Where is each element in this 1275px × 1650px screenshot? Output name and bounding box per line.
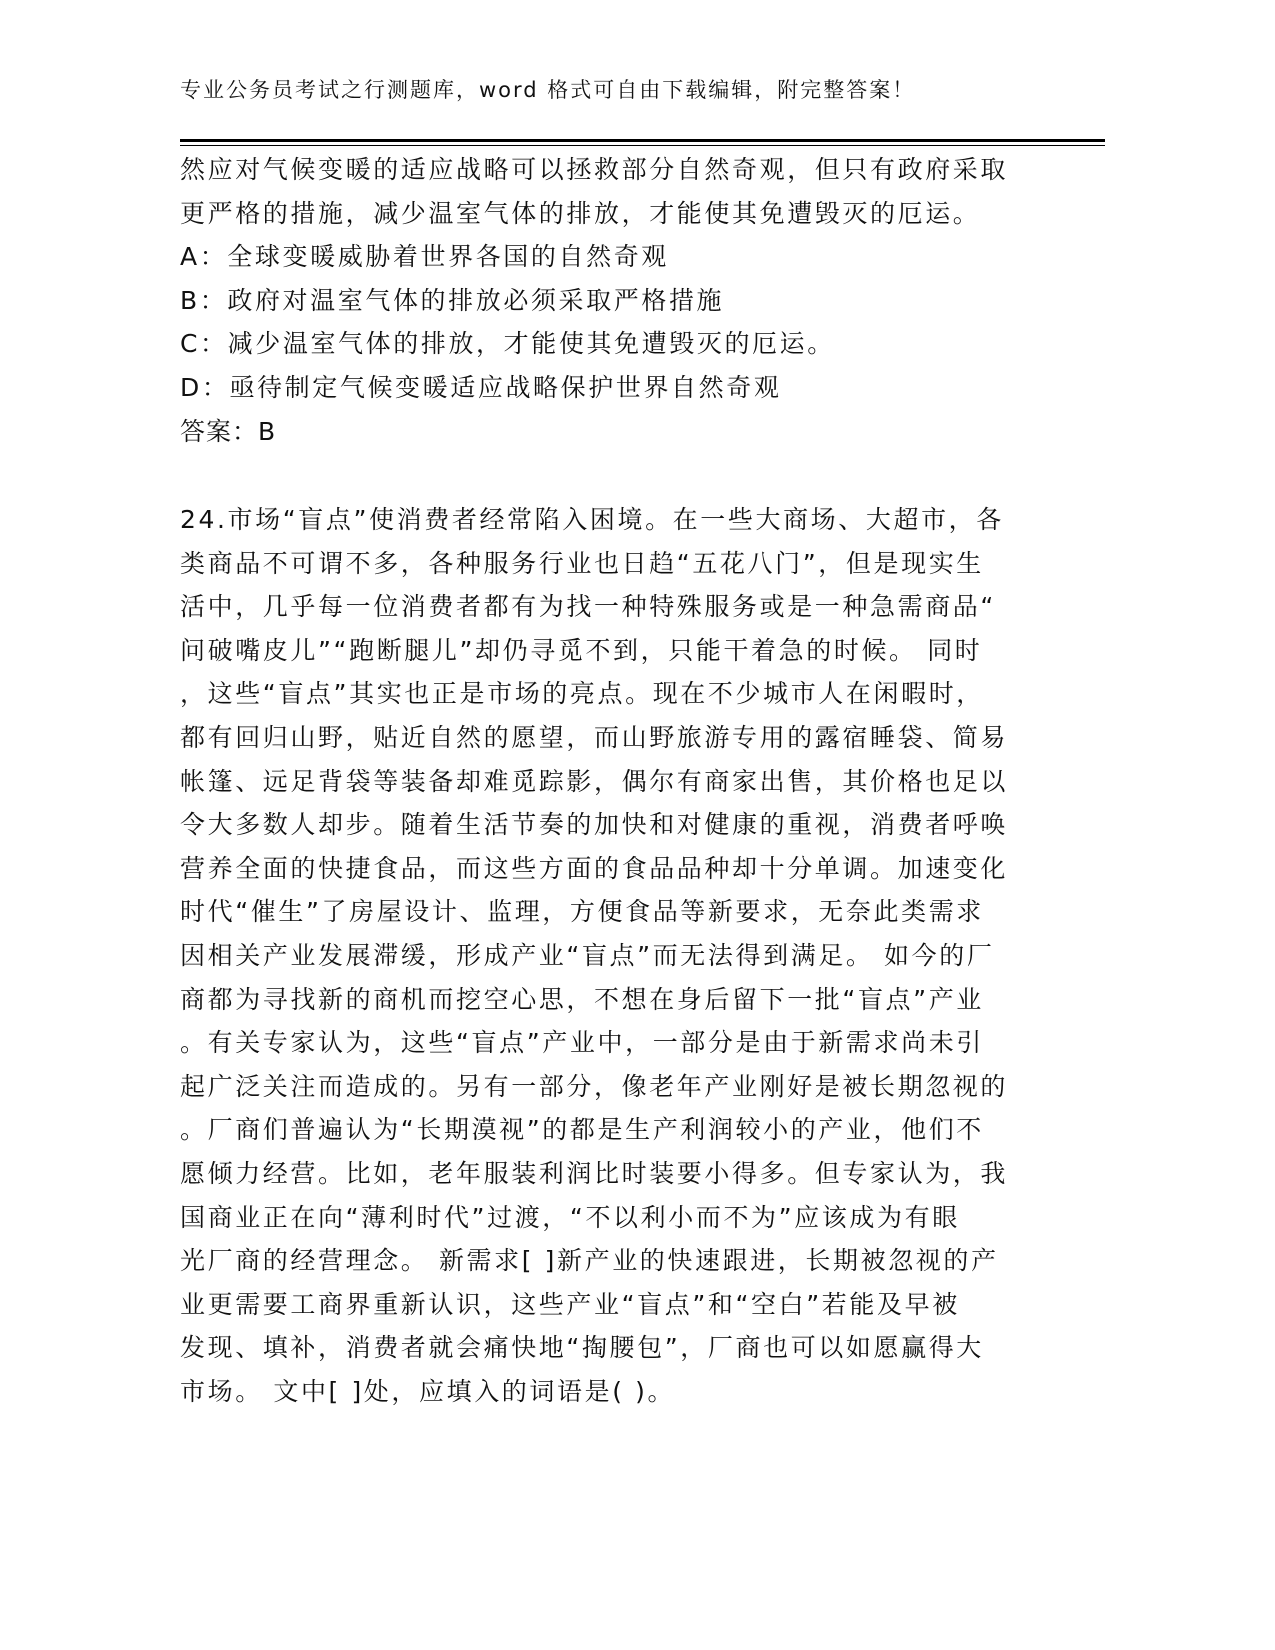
- question-text-line: 业更需要工商界重新认识，这些产业“盲点”和“空白”若能及早被: [180, 1289, 960, 1319]
- question-text-line: 起广泛关注而造成的。另有一部分，像老年产业刚好是被长期忽视的: [180, 1071, 1009, 1101]
- question-text-line: 发现、填补，消费者就会痛快地“掏腰包”，厂商也可以如愿赢得大: [180, 1333, 984, 1363]
- question-text-line: 时代“催生”了房屋设计、监理，方便食品等新要求，无奈此类需求: [180, 897, 984, 927]
- question-text-line: 市场。 文中[ ]处，应填入的词语是( )。: [180, 1376, 676, 1406]
- question-text-line: 因相关产业发展滞缓，形成产业“盲点”而无法得到满足。 如今的厂: [180, 940, 995, 970]
- option-b: B：政府对温室气体的排放必须采取严格措施: [180, 285, 725, 315]
- question-text-line: 问破嘴皮儿”“跑断腿儿”却仍寻觅不到，只能干着急的时候。 同时: [180, 635, 983, 665]
- answer: 答案：B: [180, 416, 277, 446]
- question-stem-line: 更严格的措施，减少温室气体的排放，才能使其免遭毁灭的厄运。: [180, 198, 981, 228]
- question-text-line: 商都为寻找新的商机而挖空心思，不想在身后留下一批“盲点”产业: [180, 984, 984, 1014]
- option-c: C：减少温室气体的排放，才能使其免遭毁灭的厄运。: [180, 329, 835, 359]
- header-divider: [180, 139, 1105, 142]
- question-text-line: 帐篷、远足背袋等装备却难觅踪影，偶尔有商家出售，其价格也足以: [180, 766, 1009, 796]
- page-header: 专业公务员考试之行测题库，word 格式可自由下载编辑，附完整答案！: [180, 78, 916, 102]
- header-divider-thin: [180, 145, 1105, 146]
- question-text-line: 都有回归山野，贴近自然的愿望，而山野旅游专用的露宿睡袋、简易: [180, 722, 1009, 752]
- question-stem-line: 然应对气候变暖的适应战略可以拯救部分自然奇观，但只有政府采取: [180, 155, 1009, 184]
- previous-question: [180, 148, 1008, 453]
- question-text-line: 类商品不可谓不多，各种服务行业也日趋“五花八门”，但是现实生: [180, 548, 984, 578]
- question-text-line: ，这些“盲点”其实也正是市场的亮点。现在不少城市人在闲暇时，: [180, 679, 984, 709]
- question-text-line: 。厂商们普遍认为“长期漠视”的都是生产利润较小的产业，他们不: [180, 1115, 984, 1145]
- option-d: D：亟待制定气候变暖适应战略保护世界自然奇观: [180, 372, 782, 402]
- question-text-line: 营养全面的快捷食品，而这些方面的食品品种却十分单调。加速变化: [180, 853, 1009, 883]
- question-text-line: 愿倾力经营。比如，老年服装利润比时装要小得多。但专家认为，我: [180, 1158, 1009, 1188]
- question-text-line: 24.市场“盲点”使消费者经常陷入困境。在一些大商场、大超市，各: [180, 505, 1004, 534]
- question-text-line: 。有关专家认为，这些“盲点”产业中，一部分是由于新需求尚未引: [180, 1028, 984, 1058]
- question-24: [180, 498, 1008, 1413]
- question-text-line: 令大多数人却步。随着生活节奏的加快和对健康的重视，消费者呼唤: [180, 810, 1009, 840]
- option-a: A：全球变暖威胁着世界各国的自然奇观: [180, 242, 669, 272]
- question-text-line: 光厂商的经营理念。 新需求[ ]新产业的快速跟进，长期被忽视的产: [180, 1246, 999, 1276]
- question-text-line: 国商业正在向“薄利时代”过渡，“不以利小而不为”应该成为有眼: [180, 1202, 960, 1232]
- question-text-line: 活中，几乎每一位消费者都有为找一种特殊服务或是一种急需商品“: [180, 592, 996, 622]
